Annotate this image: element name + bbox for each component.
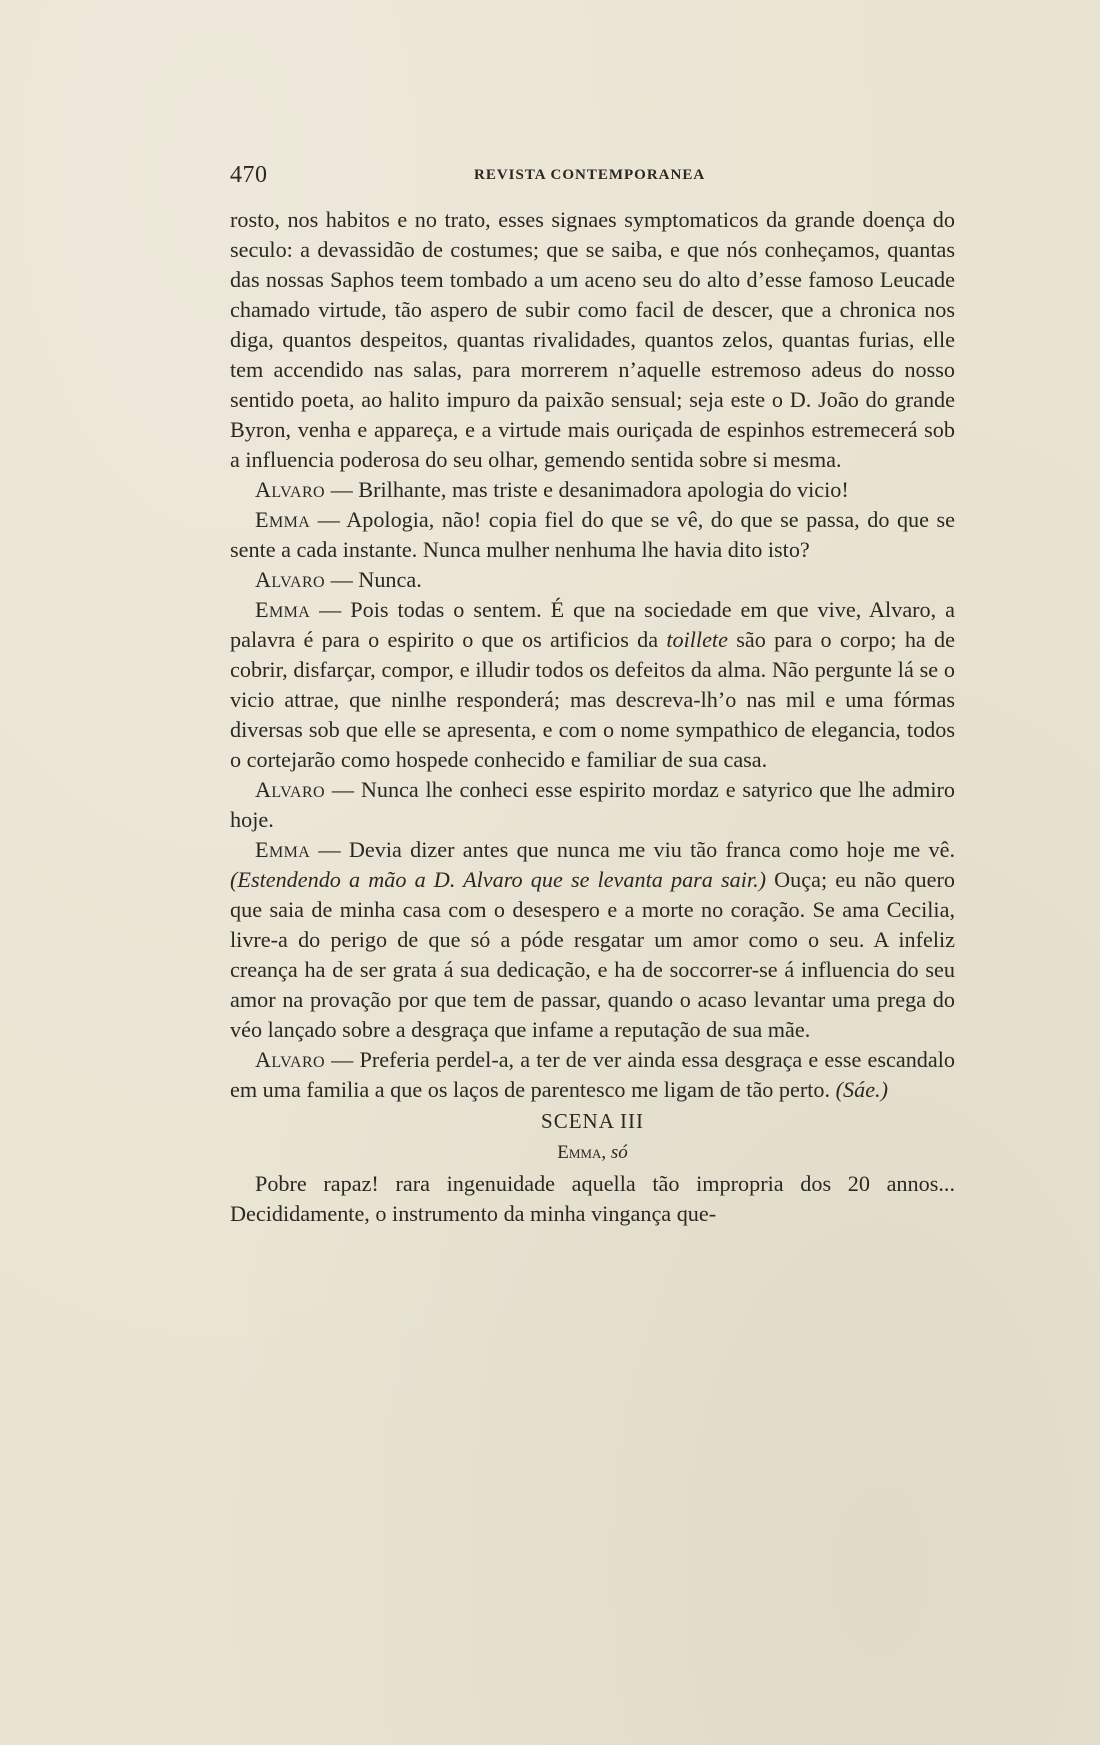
speaker-name: Emma	[255, 507, 311, 532]
paragraph	[230, 205, 955, 475]
dialogue-text: Devia dizer antes que nunca me viu tão franca como hoje me vê.	[348, 837, 955, 862]
italic-word: toillete	[666, 627, 728, 652]
dialogue-text: Nunca lhe conheci esse espirito mordaz e satyrico que lhe admiro hoje.	[230, 777, 956, 832]
dialogue-line	[230, 595, 955, 775]
speaker-name: Emma	[255, 837, 311, 862]
dialogue-text: Brilhante, mas triste e desanimadora apologia do vicio!	[358, 477, 849, 502]
speaker-name: Alvaro	[255, 567, 326, 592]
paragraph-text: Pobre rapaz! rara ingenuidade aquella tão impropria dos 20 annos... Decididamente, o instrumento da minha vingança que-	[230, 1171, 955, 1226]
running-head-title: REVISTA CONTEMPORANEA	[474, 167, 706, 183]
dash: —	[325, 777, 361, 802]
page-header	[230, 162, 960, 192]
stage-direction: (Estendendo a mão a D. Alvaro que se levanta para sair.)	[230, 867, 767, 892]
dialogue-text: Apologia, não! copia fiel do que se vê, do que se passa, do que se sente a cada instante. Nunca mulher nenhuma lhe havia dito isto?	[230, 507, 955, 562]
paragraph-text: rosto, nos habitos e no trato, esses signaes symptomaticos da grande doença do seculo: a devassidão de costumes; que se saiba, e que nós conheçamos, quantas das nossas Saphos teem tombado a um aceno seu do alto d’esse famoso Leucade chamado virtude, tão aspero de subir como facil de descer, que a chronica nos diga, quantos despeitos, quantas rivalidades, quantos zelos, quantas furias, elle tem accendido nas salas, para morrerem n’aquelle estremoso adeus do nosso sentido poeta, ao halito impuro da paixão sensual; seja este o D. João do grande Byron, venha e appareça, e a virtude mais ouriçada de espinhos estremecerá sob a influencia poderosa do seu olhar, gemendo sentida sobre si mesma.	[230, 207, 955, 472]
dash: —	[325, 567, 359, 592]
stage-direction: (Sáe.)	[835, 1077, 888, 1102]
dialogue-text: Preferia perdel-a, a ter de ver ainda essa desgraça e esse escandalo em uma familia a que os laços de parentesco me ligam de tão perto.	[230, 1047, 956, 1102]
dialogue-line	[230, 565, 955, 595]
dialogue-line	[230, 475, 955, 505]
dialogue-text: são para o corpo; ha de cobrir, disfarçar, compor, e illudir todos os defeitos da alma. Não pergunte lá se o vicio attrae, que ninlhe responderá; mas descreva-lh’o nas mil e uma fórmas diversas sob que elle se apresenta, e com o nome sympathico de elegancia, todos o cortejarão como hospede conhecido e familiar de sua casa.	[230, 627, 955, 772]
dialogue-text: Pois todas o sentem. É que na sociedade em que vive, Alvaro, a palavra é para o espirito o que os artificios da	[230, 597, 955, 652]
dialogue-line	[230, 505, 955, 565]
dash: —	[325, 1047, 360, 1072]
dash: —	[310, 597, 351, 622]
page-number: 470	[230, 162, 268, 188]
speaker-name: Alvaro	[255, 777, 326, 802]
scene-cast-note: só	[610, 1142, 628, 1163]
paragraph	[230, 1169, 955, 1229]
dialogue-line	[230, 1045, 955, 1105]
dialogue-text: Nunca.	[358, 567, 422, 592]
dialogue-text: Ouça; eu não quero que saia de minha casa com o desespero e a morte no coração. Se ama Cecilia, livre-a do perigo de que só a póde resgatar um amor como o seu. A infeliz creança ha de ser grata á sua dedicação, e ha de soccorrer-se á influencia do seu amor na provação por que tem de passar, quando o acaso levantar uma prega do véo lançado sobre a desgraça que infame a reputação de sua mãe.	[230, 867, 955, 1042]
scene-title: SCENA III	[541, 1109, 644, 1133]
speaker-name: Alvaro	[255, 1047, 326, 1072]
scene-cast-name: Emma,	[557, 1142, 607, 1163]
dash: —	[310, 837, 349, 862]
dialogue-line	[230, 835, 955, 1045]
speaker-name: Emma	[255, 597, 311, 622]
scene-cast	[230, 1137, 955, 1169]
dialogue-line	[230, 775, 955, 835]
dash: —	[310, 507, 347, 532]
speaker-name: Alvaro	[255, 477, 326, 502]
dash: —	[325, 477, 359, 502]
page-text	[230, 205, 955, 1229]
